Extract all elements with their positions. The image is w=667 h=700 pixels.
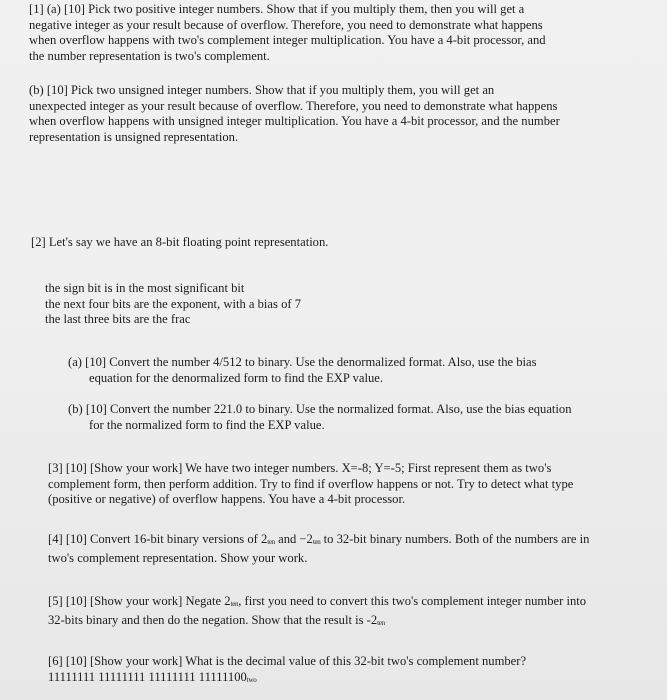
q6-subscript: two [246, 675, 257, 684]
q5-line [48, 594, 586, 613]
q4-line: two's complement representation. Show your work. [48, 550, 308, 565]
q5-text: , first you need to convert this two's complement integer number into [238, 594, 587, 608]
q1b-line: unexpected integer as your result because of overflow. Therefore, you need to demonstrate what happens [29, 98, 558, 113]
q2-spec-line: the last three bits are the frac [45, 312, 191, 327]
q1b-line: representation is unsigned representation. [29, 129, 239, 144]
question-1a [29, 2, 546, 64]
q2-spec-line: the sign bit is in the most significant bit [45, 281, 245, 295]
q4-line [48, 532, 589, 551]
q2-intro-line: [2] Let's say we have an 8-bit floating point representation. [31, 235, 329, 249]
question-2a [68, 355, 537, 386]
q3-line: complement form, then perform addition. Try to find if overflow happens or not. Try to detect what type [48, 476, 574, 491]
q4-text: and −2 [274, 532, 313, 546]
q1b-line: (b) [10] Pick two unsigned integer numbers. Show that if you multiply them, you will get an [29, 83, 495, 97]
q1a-line: when overflow happens with two's complement integer multiplication. You have a 4-bit processor, and [29, 33, 546, 48]
q2a-line: equation for the denormalized form to find the EXP value. [89, 370, 383, 385]
question-1b [29, 83, 560, 145]
q4-text: [4] [10] Convert 16-bit binary versions of 2 [48, 532, 268, 546]
q2a-line: (a) [10] Convert the number 4/512 to binary. Use the denormalized format. Also, use the bias [68, 355, 537, 369]
q5-subscript: ten [377, 618, 385, 627]
q6-line: [6] [10] [Show your work] What is the decimal value of this 32-bit two's complement number? [48, 654, 527, 668]
question-5 [48, 594, 586, 631]
q3-line: [3] [10] [Show your work] We have two integer numbers. X=-8; Y=-5; First represent them as two's [48, 461, 552, 475]
question-2-spec [45, 281, 301, 328]
q6-line [48, 670, 526, 689]
q5-subscript: ten [230, 600, 239, 608]
q4-subscript: ten [312, 538, 321, 546]
question-3 [48, 461, 573, 508]
q5-text: [5] [10] [Show your work] Negate 2 [48, 594, 231, 608]
q2b-line: (b) [10] Convert the number 221.0 to binary. Use the normalized format. Also, use the bias equation [68, 402, 572, 416]
q4-subscript: ten [267, 538, 275, 546]
q2-spec-line: the next four bits are the exponent, with a bias of 7 [45, 296, 302, 311]
q1b-line: when overflow happens with unsigned integer multiplication. You have a 4-bit processor, and the number [29, 114, 560, 129]
q3-line: (positive or negative) of overflow happens. You have a 4-bit processor. [48, 492, 406, 507]
q6-binary-number: 11111111 11111111 11111111 11111100 [48, 669, 247, 684]
q1a-line: negative integer as your result because of overflow. Therefore, you need to demonstrate what happens [29, 17, 543, 32]
q2b-line: for the normalized form to find the EXP value. [89, 417, 325, 432]
question-2b [68, 402, 572, 433]
q1a-line: the number representation is two's complement. [29, 48, 270, 63]
question-2-intro [31, 235, 328, 251]
q4-text: to 32-bit binary numbers. Both of the numbers are in [320, 532, 590, 546]
question-4 [48, 532, 589, 566]
question-6 [48, 654, 526, 688]
q5-text: 32-bits binary and then do the negation. Show that the result is -2 [48, 612, 378, 627]
q5-line [48, 613, 586, 632]
q1a-line: [1] (a) [10] Pick two positive integer numbers. Show that if you multiply them, then you will get a [29, 2, 525, 16]
